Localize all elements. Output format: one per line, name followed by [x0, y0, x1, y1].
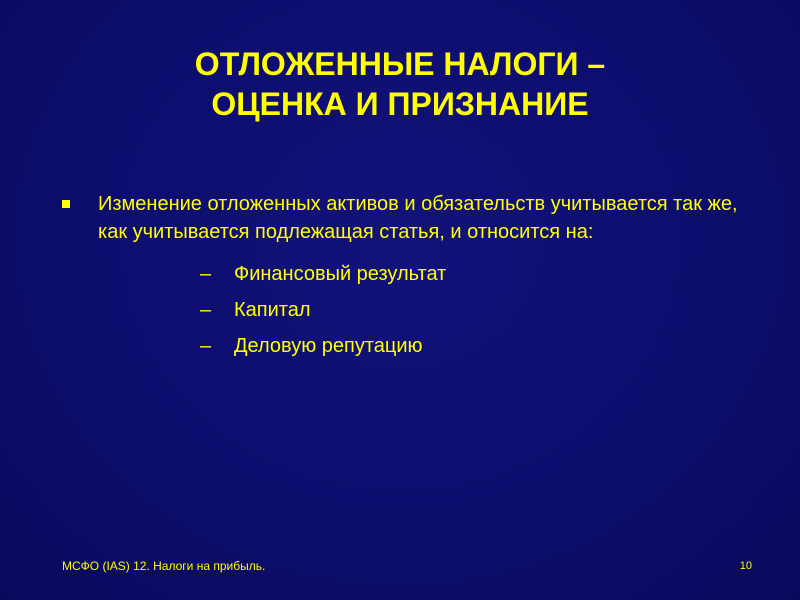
dash-icon: –: [200, 335, 212, 357]
sub-item-label: Финансовый результат: [234, 263, 447, 285]
sub-list: [200, 260, 700, 368]
dash-icon: –: [200, 263, 212, 285]
main-bullet: [62, 190, 762, 246]
bullet-text: Изменение отложенных активов и обязательств учитывается так же, как учитывается подлежащая статья, и относится на:: [98, 193, 738, 243]
slide-title: [0, 44, 800, 124]
sub-item-label: Капитал: [234, 299, 311, 321]
sub-item-capital: [200, 296, 700, 332]
dash-icon: –: [200, 299, 212, 321]
title-line-2: ОЦЕНКА И ПРИЗНАНИЕ: [211, 86, 589, 122]
page-number: 10: [739, 560, 752, 572]
square-bullet-icon: [62, 200, 70, 208]
sub-item-label: Деловую репутацию: [234, 335, 423, 357]
title-line-1: ОТЛОЖЕННЫЕ НАЛОГИ –: [194, 46, 606, 82]
footer-caption: МСФО (IAS) 12. Налоги на прибыль.: [62, 559, 266, 573]
sub-item-financial-result: [200, 260, 700, 296]
bullet-row: [62, 190, 762, 246]
sub-item-goodwill: [200, 332, 700, 368]
